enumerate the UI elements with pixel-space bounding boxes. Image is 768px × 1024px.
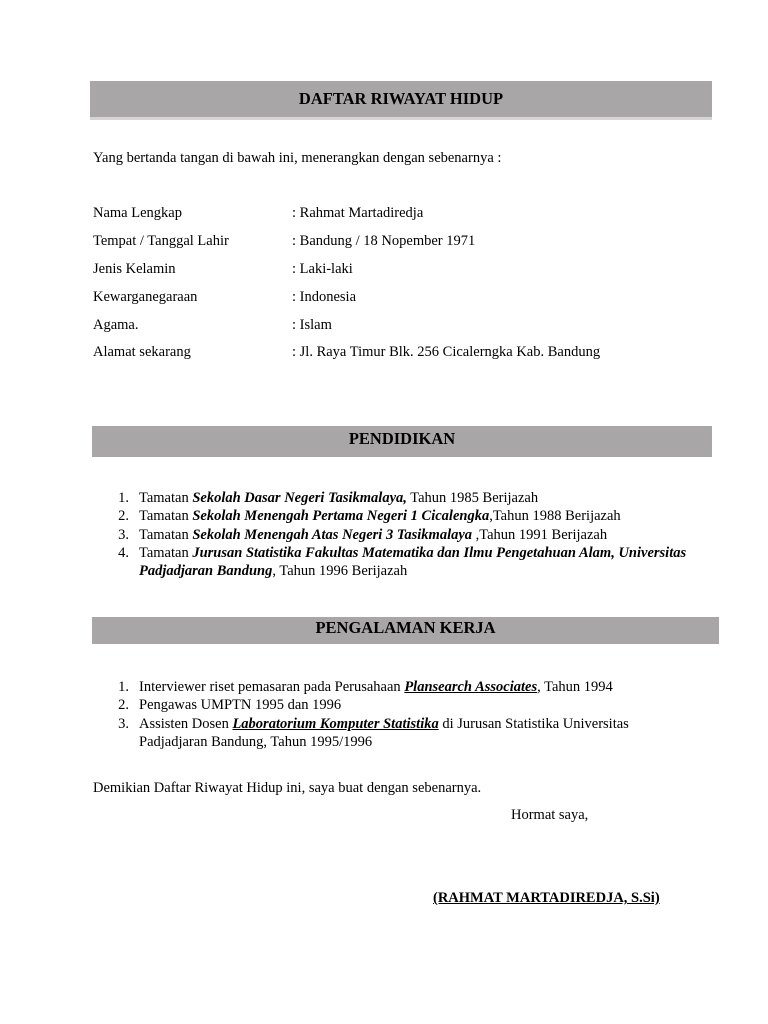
personal-label: Nama Lengkap xyxy=(93,205,182,221)
list-item xyxy=(113,489,693,507)
personal-value: : Jl. Raya Timur Blk. 256 Cicalerngka Kab. Bandung xyxy=(292,344,601,360)
personal-value: : Laki-laki xyxy=(292,261,353,277)
closing-text: Demikian Daftar Riwayat Hidup ini, saya buat dengan sebenarnya. xyxy=(93,780,482,796)
item-text: Tamatan xyxy=(139,490,193,506)
work-experience-heading: PENGALAMAN KERJA xyxy=(92,617,719,644)
personal-row-birth xyxy=(93,233,475,250)
item-text: Tamatan xyxy=(139,544,193,561)
list-number: 2. xyxy=(118,697,129,714)
intro-text: Yang bertanda tangan di bawah ini, menerangkan dengan sebenarnya : xyxy=(93,150,502,166)
list-item xyxy=(113,678,693,696)
school-name: Sekolah Dasar Negeri Tasikmalaya, xyxy=(192,490,407,506)
item-text: , Tahun 1994 xyxy=(537,679,613,695)
list-number: 4. xyxy=(118,544,129,561)
work-list xyxy=(113,678,693,751)
education-list xyxy=(113,489,693,580)
personal-label: Alamat sekarang xyxy=(93,344,191,360)
list-number: 1. xyxy=(118,490,129,506)
list-number: 1. xyxy=(118,679,129,695)
personal-label: Agama. xyxy=(93,317,139,333)
personal-row-gender xyxy=(93,261,353,278)
school-name: Jurusan Statistika Fakultas Matematika dan Ilmu Pengetahuan Alam, Universitas Padjadjaran Bandung xyxy=(139,544,687,580)
signature-name: (RAHMAT MARTADIREDJA, S.Si) xyxy=(433,890,660,906)
personal-row-religion xyxy=(93,317,332,334)
school-name: Sekolah Menengah Pertama Negeri 1 Cicalengka xyxy=(192,508,490,525)
list-number: 2. xyxy=(118,508,129,525)
item-text: Tahun 1985 Berijazah xyxy=(406,490,539,506)
document-title: DAFTAR RIWAYAT HIDUP xyxy=(90,81,712,120)
list-number: 3. xyxy=(118,526,129,543)
item-text: Interviewer riset pemasaran pada Perusahaan xyxy=(139,679,405,695)
list-item xyxy=(113,696,693,714)
item-text: , Tahun 1996 Berijazah xyxy=(272,563,408,580)
personal-value: : Bandung / 18 Nopember 1971 xyxy=(292,233,476,249)
regards-text: Hormat saya, xyxy=(511,807,589,823)
personal-row-name xyxy=(93,205,423,222)
list-item xyxy=(113,526,693,544)
personal-value: : Rahmat Martadiredja xyxy=(292,205,424,221)
lab-name: Laboratorium Komputer Statistika xyxy=(232,715,439,732)
personal-row-citizenship xyxy=(93,289,356,306)
personal-label: Jenis Kelamin xyxy=(93,261,176,277)
item-text: Assisten Dosen xyxy=(139,715,233,732)
personal-value: : Indonesia xyxy=(292,289,357,305)
item-text: ,Tahun 1988 Berijazah xyxy=(489,508,621,525)
list-item xyxy=(113,544,693,581)
personal-row-address xyxy=(93,344,600,361)
personal-value: : Islam xyxy=(292,317,332,333)
item-text: ,Tahun 1991 Berijazah xyxy=(472,526,608,543)
list-item xyxy=(113,715,693,752)
company-name: Plansearch Associates xyxy=(404,679,538,695)
personal-label: Kewarganegaraan xyxy=(93,289,198,305)
item-text: Pengawas UMPTN 1995 dan 1996 xyxy=(139,697,342,714)
item-text: Tamatan xyxy=(139,526,193,543)
list-number: 3. xyxy=(118,715,129,732)
school-name: Sekolah Menengah Atas Negeri 3 Tasikmalaya xyxy=(192,526,473,543)
list-item xyxy=(113,507,693,525)
item-text: di Jurusan Statistika Universitas Padjadjaran Bandung, Tahun 1995/1996 xyxy=(139,715,629,750)
personal-label: Tempat / Tanggal Lahir xyxy=(93,233,229,249)
item-text: Tamatan xyxy=(139,508,193,525)
education-heading: PENDIDIKAN xyxy=(92,426,712,457)
